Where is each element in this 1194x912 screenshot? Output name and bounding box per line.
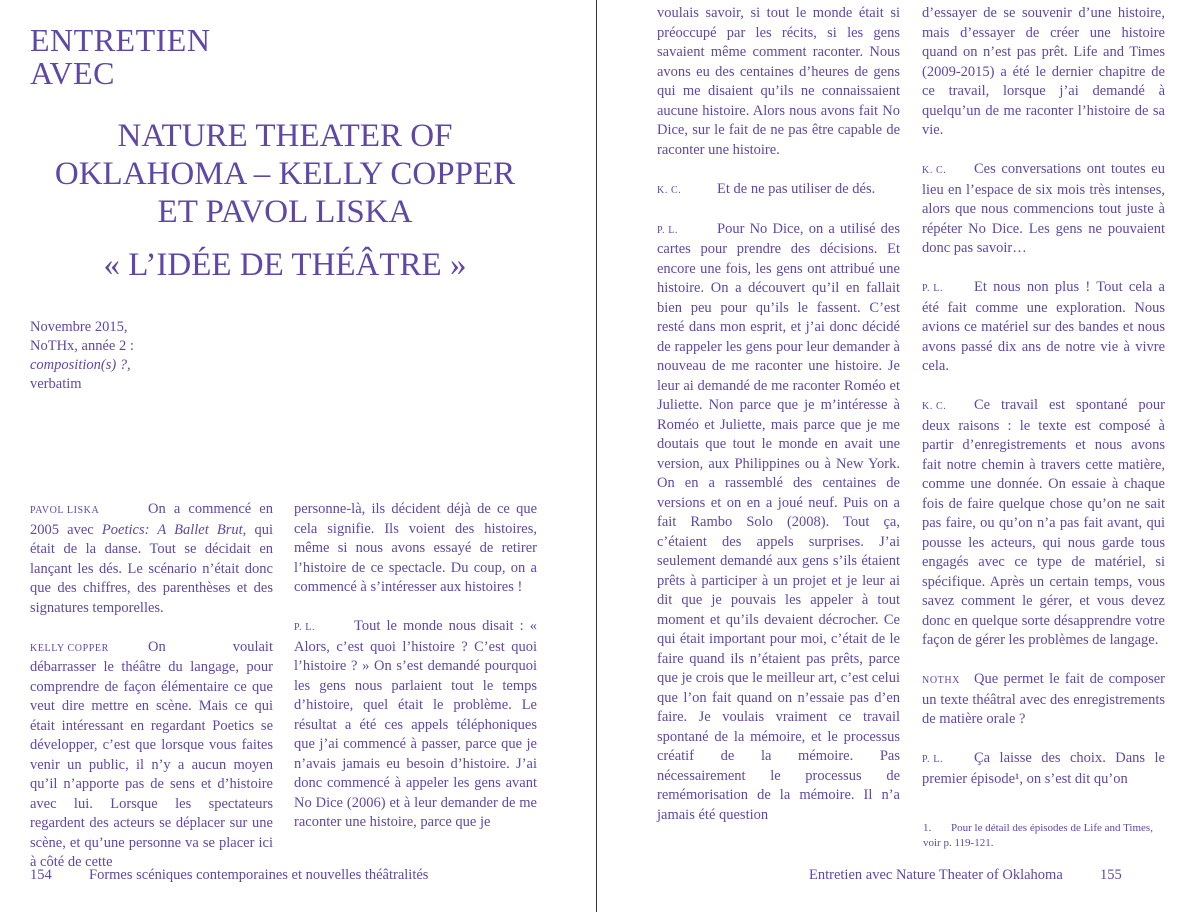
paragraph: P. L. Pour No Dice, on a utilisé des cartes pour prendre des décisions. Et encore une fois, les gens ont attribué une histoire. On a découvert qu’il en fallait bien peu pour qu’ils le fassent. C’est resté dans mon esprit, et j’ai donc décidé de rappeler les gens pour leur demander à nouveau de me raconter une histoire. Je leur ai demandé de me raconter Roméo et Juliette. Non parce que je m’intéresse à Roméo et Juliette, mais parce que je me doutais que tout le monde en avait une version, aux Philippines ou à New York. On en a rassemblé des centaines de versions et on en a joué neuf. Puis on a fait Rambo Solo (2008). Tout ça, c’étaient des appels surprises. J’ai seulement demandé aux gens s’ils étaient prêts à participer à un projet et je leur ai dit que je pouvais les appeler à tout moment et qu’ils devaient décrocher. Ce qui était important pour moi, c’était de le faire quand ils n’étaient pas prêts, parce que je crois que le meilleur art, c’est celui que l’on fait quand on n’essaie pas d’en faire. Je voulais vraiment ce travail spontané de la mémoire, et le processus créatif de la mémoire. Pas nécessairement le processus de remémorisation de la mémoire. Il n’a jamais été question bbox=[657, 220, 900, 823]
paragraph: P. L. Ça laisse des choix. Dans le premier épisode¹, on s’est dit qu’on bbox=[922, 750, 1165, 787]
footer-right bbox=[809, 867, 1122, 884]
paragraph: KELLY COPPER On voulait débarrasser le théâtre du langage, pour comprendre de façon élémentaire ce que veut dire mettre en scène. Mais ce qui était intéressant en regardant Poetics se développer, c’est que lorsque vous faites venir un public, il n’y a aucun moyen qu’il n’apporte pas de sens et d’histoire avec lui. Lorsque les spectateurs regardent des acteurs se déplacer sur une scène, et qu’une personne va se placer ici à côté de cette bbox=[30, 638, 273, 870]
running-title: Formes scéniques contemporaines et nouvelles théâtralités bbox=[89, 867, 429, 883]
paragraph: d’essayer de se souvenir d’une histoire, mais d’essayer de créer une histoire quand on n’est pas prêt. Life and Times (2009-2015) a été le dernier chapitre de ce travail, lorsque j’ai demandé à quelqu’un de me raconter l’histoire de sa vie. bbox=[922, 5, 1165, 138]
paragraph: K. C. Et de ne pas utiliser de dés. bbox=[657, 180, 876, 197]
paragraph: NOTHX Que permet le fait de composer un texte théâtral avec des enregistrements de matière orale ? bbox=[922, 671, 1165, 727]
right-page bbox=[597, 0, 1194, 912]
paragraph: P. L. Tout le monde nous disait : « Alors, c’est quoi l’histoire ? C’est quoi l’histoire ? » On s’est demandé pourquoi les gens nous parlaient tout le temps d’histoire, quel était le problème. Le résultat a été ces appels téléphoniques que j’ai commencé à passer, parce que je n’avais jamais eu besoin d’histoire. J’ai donc commencé à appeler les gens avant No Dice (2006) et à leur demander de me raconter une histoire, parce que je bbox=[294, 618, 537, 830]
section-heading: ENTRETIEN AVEC bbox=[30, 22, 211, 91]
text-column-1 bbox=[30, 500, 273, 892]
intro-note: Novembre 2015, NoTHx, année 2 : composition(s) ?, verbatim bbox=[30, 319, 134, 392]
paragraph: PAVOL LISKA On a commencé en 2005 avec Poetics: A Ballet Brut, qui était de la danse. Tout se décidait en lançant les dés. Le scénario n’était donc que des chiffres, des parenthèses et des signatures temporelles. bbox=[30, 501, 273, 616]
paragraph: P. L. Et nous non plus ! Tout cela a été fait comme une exploration. Nous avions ce matériel sur des bandes et nous avons passé dix ans de notre vie à vivre cela. bbox=[922, 279, 1165, 374]
footer-left bbox=[30, 867, 428, 884]
page-number: 154 bbox=[30, 867, 52, 883]
text-column-2 bbox=[294, 500, 537, 852]
text-column-3 bbox=[657, 4, 900, 845]
interview-title: NATURE THEATER OF OKLAHOMA – KELLY COPPER ET PAVOL LISKA bbox=[54, 118, 516, 230]
text-column-4 bbox=[922, 4, 1165, 809]
footnote: 1. Pour le détail des épisodes de Life and Times, voir p. 119-121. bbox=[923, 822, 1153, 849]
paragraph: personne-là, ils décident déjà de ce que cela signifie. Ils voient des histoires, même si nous avons essayé de retirer l’histoire de ce spectacle. Du coup, on a commencé à s’intéresser aux histoires ! bbox=[294, 501, 537, 595]
paragraph: voulais savoir, si tout le monde était si préoccupé par les récits, si les gens savaient même comment raconter. Nous avons eu des centaines d’heures de gens qui me disaient qu’ils ne connaissaient aucune histoire. Alors nous avons fait No Dice, sur le fait de ne pas être capable de raconter une histoire. bbox=[657, 5, 900, 158]
interview-subtitle: « L’IDÉE DE THÉÂTRE » bbox=[103, 247, 467, 283]
running-title: Entretien avec Nature Theater of Oklahoma bbox=[809, 867, 1063, 883]
paragraph: K. C. Ces conversations ont toutes eu lieu en l’espace de six mois très intenses, alors que nous commencions tout juste à répéter No Dice. Les gens ne pouvaient donc pas savoir… bbox=[922, 161, 1165, 256]
paragraph: K. C. Ce travail est spontané pour deux raisons : le texte est composé à partir d’enregistrements et nous avons fait notre chemin à travers cette matière, comme une donnée. On essaie à chaque fois de faire quelque chose qu’on ne sait pas faire, ou qu’on n’a pas fait avant, qui pousse les acteurs, qui nous garde tous engagés avec ce type de matériel, si spécifique. Après un certain temps, vous savez comment le gérer, et vous devez donc en quelque sorte désapprendre votre façon de gérer les problèmes de langage. bbox=[922, 397, 1165, 648]
page-number: 155 bbox=[1100, 867, 1122, 883]
